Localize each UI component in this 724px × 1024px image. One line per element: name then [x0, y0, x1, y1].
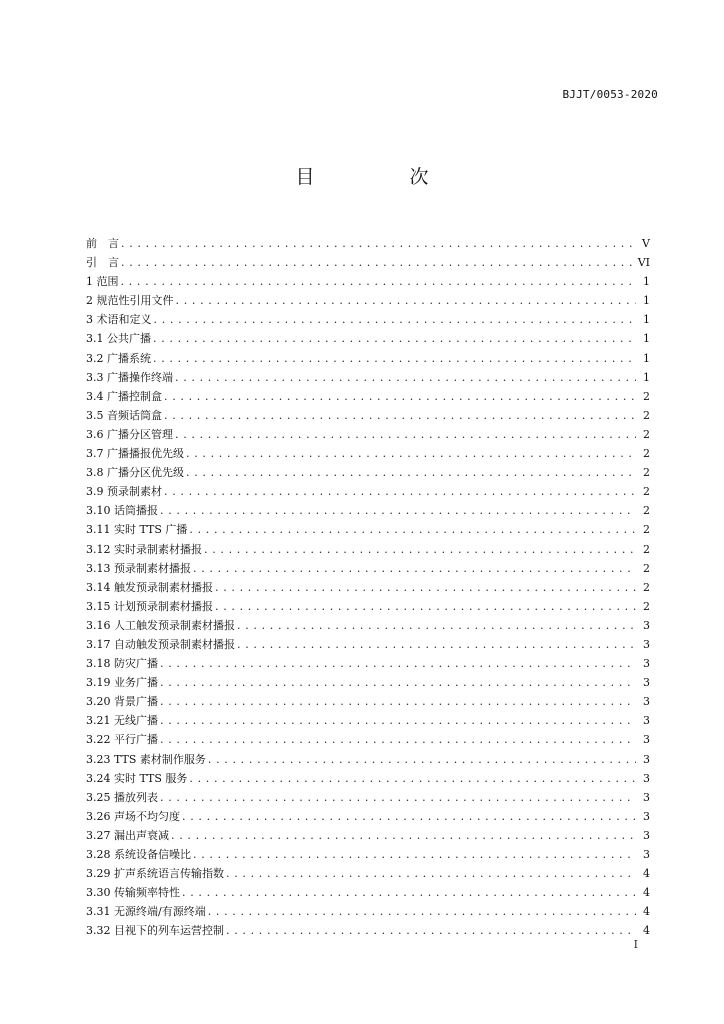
toc-entry[interactable]: [86, 827, 650, 846]
toc-entry-label: 3.25 播放列表: [86, 790, 158, 804]
toc-entry[interactable]: [86, 388, 650, 407]
toc-entry-page: 2: [643, 466, 650, 480]
toc-leader-dots: [153, 332, 636, 345]
toc-entry-page: 2: [643, 542, 650, 556]
toc-entry[interactable]: [86, 693, 650, 712]
toc-entry[interactable]: [86, 770, 650, 789]
toc-entry[interactable]: [86, 789, 650, 808]
toc-entry[interactable]: [86, 903, 650, 922]
toc-entry-page: 3: [643, 771, 650, 785]
toc-entry[interactable]: [86, 731, 650, 750]
page-number: I: [633, 938, 638, 951]
toc-entry-label: 3.5 音频话筒盒: [86, 408, 162, 422]
toc-leader-dots: [208, 753, 636, 766]
toc-leader-dots: [160, 657, 636, 670]
toc-leader-dots: [121, 275, 637, 288]
toc-entry-label: 3.29 扩声系统语言传输指数: [86, 867, 224, 881]
toc-entry-page: 3: [643, 848, 650, 861]
toc-entry[interactable]: [86, 560, 650, 579]
toc-entry-label: 3.13 预录制素材播报: [86, 561, 191, 575]
toc-title: 目 次: [295, 166, 467, 188]
toc-leader-dots: [186, 447, 636, 460]
toc-entry[interactable]: [86, 502, 650, 521]
toc-entry-label: 3.3 广播操作终端: [86, 370, 173, 384]
toc-entry-page: V: [642, 237, 650, 250]
toc-entry-label: 3.8 广播分区优先级: [86, 466, 184, 480]
toc-entry-page: 3: [643, 790, 650, 804]
toc-leader-dots: [160, 695, 636, 708]
toc-entry-page: 1: [643, 351, 650, 365]
toc-entry[interactable]: [86, 330, 650, 349]
toc-entry[interactable]: [86, 808, 650, 827]
toc-entry-page: 2: [643, 580, 650, 594]
toc-entry-label: 3.22 平行广播: [86, 733, 158, 747]
toc-leader-dots: [189, 523, 636, 536]
toc-entry-label: 3.15 计划预录制素材播报: [86, 599, 213, 613]
toc-entry-label: 3.20 背景广播: [86, 695, 158, 709]
toc-entry[interactable]: [86, 445, 650, 464]
table-of-contents: [86, 235, 650, 941]
toc-leader-dots: [186, 466, 636, 479]
toc-leader-dots: [237, 638, 636, 651]
toc-entry-label: 3 术语和定义: [86, 313, 152, 327]
toc-entry[interactable]: [86, 865, 650, 884]
toc-entry-label: 3.19 业务广播: [86, 676, 158, 690]
toc-entry-page: 2: [643, 523, 650, 537]
toc-entry[interactable]: [86, 483, 650, 502]
toc-leader-dots: [204, 543, 636, 556]
toc-leader-dots: [160, 714, 636, 727]
toc-entry-page: 3: [643, 676, 650, 690]
toc-entry-label: 3.31 无源终端/有源终端: [86, 905, 206, 919]
toc-leader-dots: [193, 562, 636, 575]
toc-entry-page: 3: [643, 809, 650, 823]
toc-entry-page: 2: [643, 427, 650, 441]
toc-leader-dots: [226, 867, 636, 880]
toc-leader-dots: [160, 791, 636, 804]
toc-entry-page: 3: [643, 618, 650, 632]
toc-entry-page: 3: [643, 657, 650, 671]
toc-entry[interactable]: [86, 655, 650, 674]
toc-leader-dots: [189, 772, 636, 785]
toc-entry-page: 2: [643, 408, 650, 422]
toc-entry-page: 1: [643, 275, 650, 289]
toc-entry-label: 3.7 广播播报优先级: [86, 447, 184, 461]
toc-leader-dots: [237, 619, 636, 632]
toc-entry-page: VI: [637, 256, 650, 270]
toc-entry-page: 3: [643, 637, 650, 651]
toc-entry-label: 3.27 漏出声衰减: [86, 828, 169, 842]
toc-entry-label: 3.18 防灾广播: [86, 657, 158, 671]
toc-entry-page: 2: [643, 389, 650, 403]
toc-entry-label: 2 规范性引用文件: [86, 294, 174, 308]
toc-leader-dots: [164, 485, 636, 498]
toc-entry-page: 4: [643, 867, 650, 881]
toc-leader-dots: [171, 829, 636, 842]
toc-entry-page: 2: [643, 599, 650, 613]
toc-entry-label: 3.12 实时录制素材播报: [86, 542, 202, 556]
toc-entry[interactable]: [86, 521, 650, 540]
toc-leader-dots: [182, 810, 636, 823]
toc-entry[interactable]: [86, 350, 650, 369]
toc-entry-page: 4: [643, 924, 650, 938]
toc-entry-page: 3: [643, 733, 650, 747]
toc-entry-label: 3.21 无线广播: [86, 714, 158, 728]
toc-entry-label: 3.32 目视下的列车运营控制: [86, 924, 224, 938]
toc-entry[interactable]: [86, 292, 650, 311]
toc-entry-page: 4: [643, 905, 650, 919]
toc-entry[interactable]: [86, 846, 650, 865]
toc-leader-dots: [160, 676, 636, 689]
toc-entry-page: 2: [643, 561, 650, 575]
toc-entry-page: 3: [643, 695, 650, 709]
toc-leader-dots: [121, 237, 636, 250]
toc-entry-page: 2: [643, 447, 650, 461]
toc-entry[interactable]: [86, 464, 650, 483]
toc-leader-dots: [164, 390, 636, 403]
toc-entry-label: 3.4 广播控制盒: [86, 389, 162, 403]
toc-leader-dots: [182, 886, 636, 899]
toc-entry-page: 2: [643, 485, 650, 499]
toc-entry[interactable]: [86, 922, 650, 941]
toc-entry-label: 前 言: [86, 237, 119, 250]
toc-entry-label: 3.17 自动触发预录制素材播报: [86, 637, 235, 651]
toc-leader-dots: [215, 600, 636, 613]
toc-entry-page: 4: [643, 886, 650, 900]
toc-leader-dots: [175, 428, 636, 441]
toc-entry-label: 3.24 实时 TTS 服务: [86, 771, 188, 785]
toc-entry[interactable]: [86, 369, 650, 388]
toc-leader-dots: [153, 352, 636, 365]
toc-entry[interactable]: [86, 273, 650, 292]
toc-entry[interactable]: [86, 636, 650, 655]
toc-entry-page: 1: [643, 294, 650, 308]
toc-leader-dots: [226, 924, 636, 937]
toc-entry-label: 3.6 广播分区管理: [86, 427, 173, 441]
toc-entry[interactable]: [86, 598, 650, 617]
toc-entry-label: 3.16 人工触发预录制素材播报: [86, 618, 235, 632]
toc-entry-label: 3.1 公共广播: [86, 332, 151, 346]
toc-entry[interactable]: [86, 712, 650, 731]
toc-entry[interactable]: [86, 751, 650, 770]
toc-entry[interactable]: [86, 541, 650, 560]
toc-entry[interactable]: [86, 674, 650, 693]
toc-leader-dots: [160, 504, 636, 517]
toc-entry[interactable]: [86, 254, 650, 273]
toc-entry[interactable]: [86, 407, 650, 426]
toc-entry-label: 3.23 TTS 素材制作服务: [86, 752, 206, 766]
toc-leader-dots: [121, 256, 634, 269]
toc-entry-page: 1: [643, 332, 650, 346]
toc-entry-label: 3.2 广播系统: [86, 351, 151, 365]
toc-entry-label: 3.30 传输频率特性: [86, 886, 180, 900]
toc-entry-label: 3.26 声场不均匀度: [86, 809, 180, 823]
toc-entry[interactable]: [86, 235, 650, 254]
toc-leader-dots: [176, 294, 637, 307]
toc-entry-label: 3.28 系统设备信噪比: [86, 848, 191, 861]
toc-entry[interactable]: [86, 311, 650, 330]
toc-entry[interactable]: [86, 579, 650, 598]
toc-entry-page: 3: [643, 828, 650, 842]
toc-leader-dots: [175, 371, 636, 384]
toc-entry[interactable]: [86, 426, 650, 445]
toc-leader-dots: [160, 733, 636, 746]
document-code: BJJT/0053-2020: [562, 88, 658, 101]
toc-entry[interactable]: [86, 617, 650, 636]
toc-entry[interactable]: [86, 884, 650, 903]
toc-leader-dots: [215, 581, 636, 594]
toc-leader-dots: [164, 409, 636, 422]
toc-entry-label: 3.14 触发预录制素材播报: [86, 580, 213, 594]
toc-entry-page: 3: [643, 714, 650, 728]
toc-leader-dots: [208, 905, 636, 918]
toc-leader-dots: [193, 848, 636, 861]
toc-entry-page: 1: [643, 313, 650, 327]
toc-entry-label: 3.9 预录制素材: [86, 485, 162, 499]
toc-leader-dots: [154, 313, 637, 326]
toc-entry-label: 引 言: [86, 256, 119, 270]
toc-entry-label: 3.10 话筒播报: [86, 504, 158, 518]
toc-entry-page: 1: [643, 370, 650, 384]
toc-entry-label: 3.11 实时 TTS 广播: [86, 523, 188, 537]
toc-entry-label: 1 范围: [86, 275, 119, 289]
toc-entry-page: 3: [643, 752, 650, 766]
toc-entry-page: 2: [643, 504, 650, 518]
